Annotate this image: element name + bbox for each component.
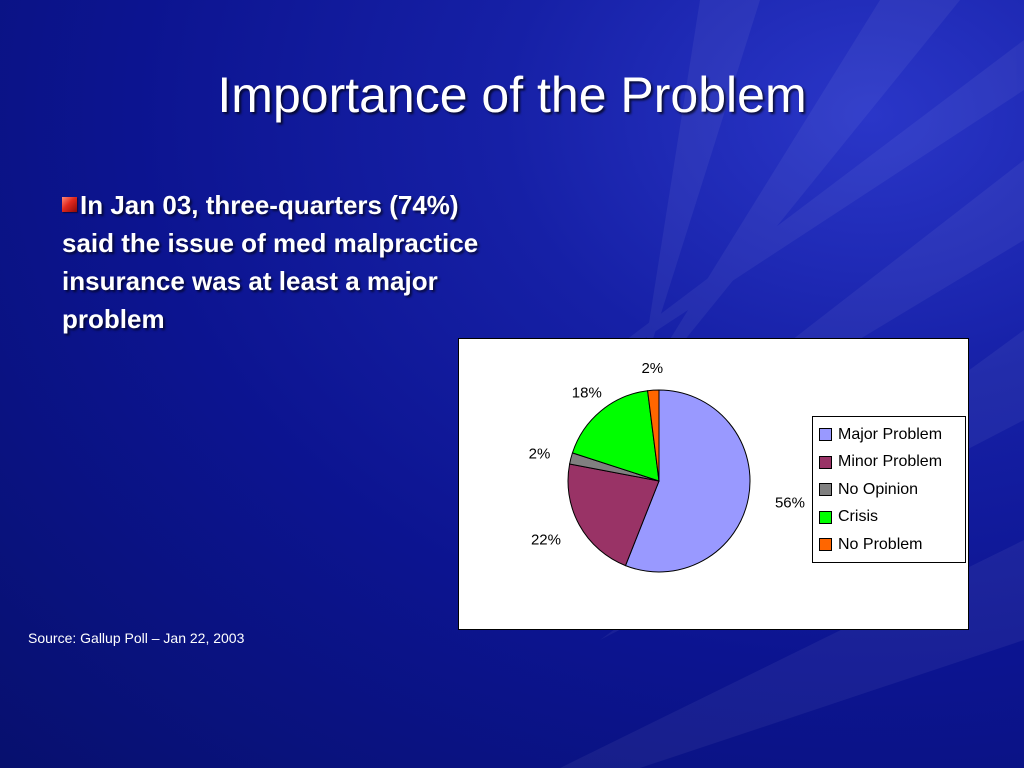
legend-label: No Opinion	[838, 480, 919, 498]
chart-legend	[812, 416, 966, 563]
bullet-text: In Jan 03, three-quarters (74%) said the issue of med malpractice insurance was at least a major problem	[62, 190, 479, 334]
legend-swatch	[819, 538, 832, 551]
legend-item-no-problem	[819, 531, 965, 559]
slide-title: Importance of the Problem	[217, 67, 807, 123]
source-note: Source: Gallup Poll – Jan 22, 2003	[28, 630, 245, 646]
legend-swatch	[819, 428, 832, 441]
bullet-point	[62, 186, 492, 338]
legend-label: No Problem	[838, 535, 923, 553]
pie-label-minor-problem: 22%	[530, 531, 561, 549]
legend-item-no-opinion	[819, 476, 965, 504]
pie-label-major-problem: 56%	[774, 494, 805, 512]
legend-swatch	[819, 456, 832, 469]
pie-label-no-problem: 2%	[641, 360, 664, 378]
legend-label: Crisis	[838, 508, 878, 526]
bullet-marker-icon	[62, 197, 77, 212]
pie-chart	[458, 338, 969, 630]
legend-label: Major Problem	[838, 425, 943, 443]
legend-item-major-problem	[819, 421, 965, 449]
legend-swatch	[819, 483, 832, 496]
legend-item-minor-problem	[819, 449, 965, 477]
pie-label-crisis: 18%	[571, 384, 602, 402]
legend-item-crisis	[819, 504, 965, 532]
pie-label-no-opinion: 2%	[528, 445, 551, 463]
legend-label: Minor Problem	[838, 453, 943, 471]
legend-swatch	[819, 511, 832, 524]
